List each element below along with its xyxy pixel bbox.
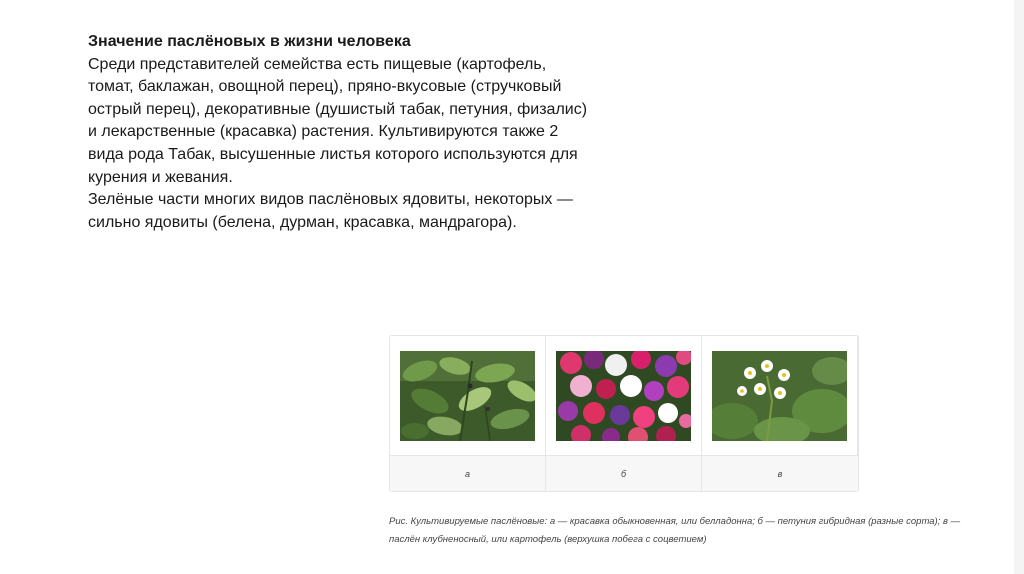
photo-cell-a <box>390 336 546 455</box>
paragraph-toxicity: Зелёные части многих видов паслёновых ядовиты, некоторых — сильно ядовиты (белена, дурман, красавка, мандрагора). <box>88 191 573 231</box>
slide-edge <box>1014 0 1024 574</box>
label-c: в <box>702 455 858 491</box>
label-b: б <box>546 455 702 491</box>
figure-card <box>389 335 859 492</box>
paragraph-uses: Среди представителей семейства есть пищевые (картофель, томат, баклажан, овощной перец), пряно-вкусовые (стручковый острый перец), декоративные (душистый табак, петуния, физалис) и лекарственные (красавка) растения. Культивируются также 2 вида рода Табак, высушенные листья которого используются для курения и жевания. <box>88 55 588 186</box>
figure-caption: Рис. Культивируемые паслёновые: а — красавка обыкновенная, или белладонна; б — петуния гибридная (разные сорта); в — паслён клубненосный, или картофель (верхушка побега с соцветием) <box>389 516 961 545</box>
potato-flower-photo <box>712 351 847 441</box>
belladonna-photo <box>400 351 535 441</box>
petunia-photo <box>556 351 691 441</box>
slide-title: Значение паслёновых в жизни человека <box>88 33 411 50</box>
photo-cell-c <box>702 336 858 455</box>
text-block <box>88 31 588 234</box>
label-a: а <box>390 455 546 491</box>
photo-cell-b <box>546 336 702 455</box>
